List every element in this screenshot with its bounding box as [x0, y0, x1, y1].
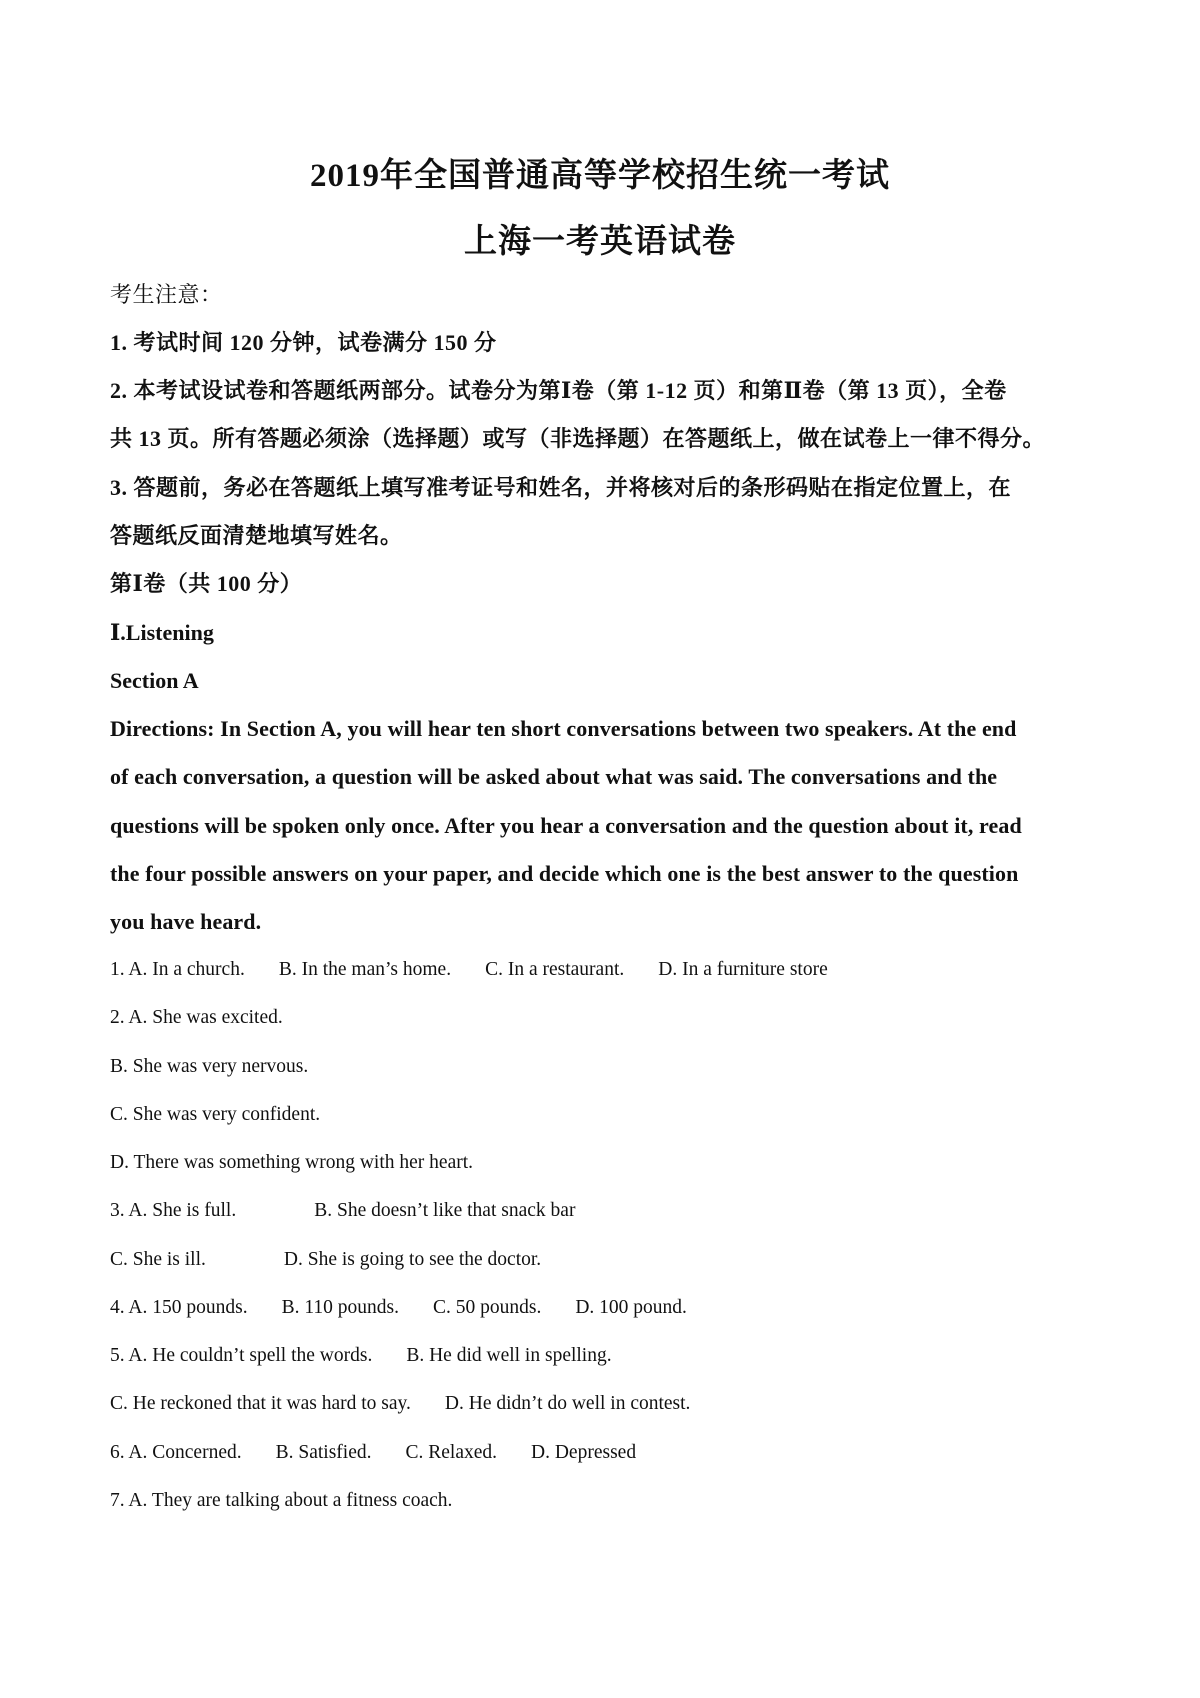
q1-option-b: B. In the man’s home. — [278, 959, 452, 980]
q5-option-d: D. He didn’t do well in contest. — [444, 1393, 691, 1414]
q1-option-c: C. In a restaurant. — [485, 959, 625, 980]
q5-option-c: C. He reckoned that it was hard to say. — [110, 1393, 411, 1414]
question-3-row-2 — [110, 1245, 1100, 1275]
notice-heading: 考生注意： — [110, 282, 223, 307]
subsection-title: Section A — [110, 668, 199, 693]
q2-option-b: B. She was very nervous. — [110, 1056, 309, 1077]
q2-option-d: D. There was something wrong with her heart. — [110, 1152, 474, 1173]
q5-option-a: 5. A. He couldn’t spell the words. — [110, 1345, 373, 1366]
question-5-row-1 — [110, 1341, 1100, 1371]
q4-option-b: B. 110 pounds. — [281, 1297, 399, 1318]
directions-line-2: of each conversation, a question will be asked about what was said. The conversations and the — [110, 764, 998, 789]
question-4 — [110, 1293, 1100, 1323]
volume-title: 第Ⅰ卷（共 100 分） — [110, 571, 303, 596]
q7-option-a: 7. A. They are talking about a fitness coach. — [110, 1490, 453, 1511]
notice-item-1: 1. 考试时间 120 分钟，试卷满分 150 分 — [110, 330, 497, 355]
section-title: Ⅰ.Listening — [110, 620, 214, 645]
q6-option-b: B. Satisfied. — [275, 1442, 372, 1463]
notice-item-3-line-2: 答题纸反面清楚地填写姓名。 — [110, 523, 403, 548]
notice-item-2-line-2: 共 13 页。所有答题必须涂（选择题）或写（非选择题）在答题纸上，做在试卷上一律不得分。 — [110, 426, 1046, 451]
directions-line-3: questions will be spoken only once. After you hear a conversation and the question about it, read — [110, 813, 1022, 838]
q1-option-a: 1. A. In a church. — [110, 959, 245, 980]
q5-option-b: B. He did well in spelling. — [406, 1345, 612, 1366]
directions-line-5: you have heard. — [110, 909, 262, 934]
q1-option-d: D. In a furniture store — [658, 959, 828, 980]
q3-option-d: D. She is going to see the doctor. — [283, 1249, 542, 1270]
question-5-row-2 — [110, 1389, 1100, 1419]
q3-option-b: B. She doesn’t like that snack bar — [314, 1200, 576, 1221]
question-6 — [110, 1438, 1100, 1468]
notice-item-3-line-1: 3. 答题前，务必在答题纸上填写准考证号和姓名，并将核对后的条形码贴在指定位置上，在 — [110, 475, 1012, 500]
exam-subtitle: 上海一考英语试卷 — [464, 224, 736, 260]
question-1 — [110, 955, 1100, 985]
q4-option-d: D. 100 pound. — [575, 1297, 687, 1318]
q3-option-c: C. She is ill. — [110, 1249, 206, 1270]
q6-option-d: D. Depressed — [531, 1442, 637, 1463]
q3-option-a: 3. A. She is full. — [110, 1200, 237, 1221]
notice-item-2-line-1: 2. 本考试设试卷和答题纸两部分。试卷分为第Ⅰ卷（第 1-12 页）和第Ⅱ卷（第 13 页），全卷 — [110, 378, 1007, 403]
q4-option-a: 4. A. 150 pounds. — [110, 1297, 248, 1318]
q2-option-c: C. She was very confident. — [110, 1104, 321, 1125]
q6-option-c: C. Relaxed. — [405, 1442, 498, 1463]
exam-title: 2019年全国普通高等学校招生统一考试 — [310, 158, 890, 194]
directions-line-4: the four possible answers on your paper, and decide which one is the best answer to the question — [110, 861, 1019, 886]
q4-option-c: C. 50 pounds. — [432, 1297, 542, 1318]
q2-option-a: 2. A. She was excited. — [110, 1007, 283, 1028]
directions-line-1: Directions: In Section A, you will hear ten short conversations between two speakers. At the end — [110, 716, 1017, 741]
q6-option-a: 6. A. Concerned. — [110, 1442, 242, 1463]
question-3-row-1 — [110, 1196, 1100, 1226]
